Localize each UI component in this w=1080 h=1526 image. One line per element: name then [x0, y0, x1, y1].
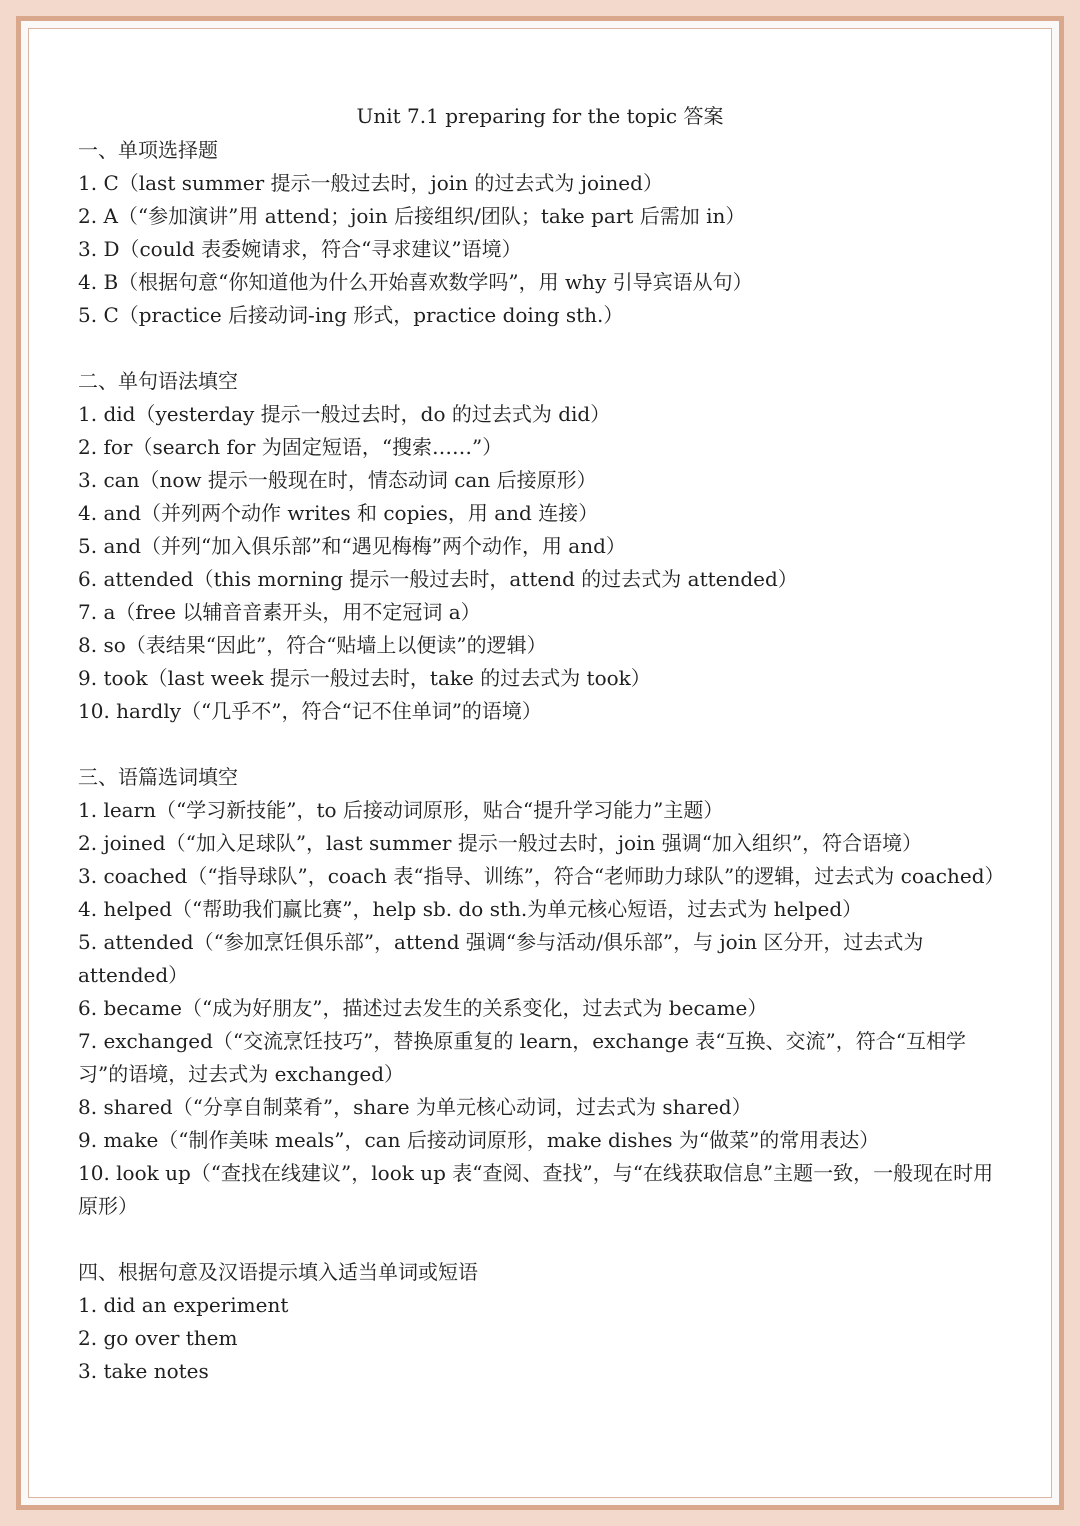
- answer-item: 8. so（表结果“因此”，符合“贴墙上以便读”的逻辑）: [78, 633, 547, 657]
- answer-item: 2. go over them: [78, 1326, 238, 1350]
- section-heading: 二、单句语法填空: [78, 369, 238, 393]
- answer-item: 3. D（could 表委婉请求，符合“寻求建议”语境）: [78, 237, 522, 261]
- answer-item: 1. C（last summer 提示一般过去时，join 的过去式为 joined）: [78, 171, 663, 195]
- section-heading: 一、单项选择题: [78, 138, 218, 162]
- answer-item: 8. shared（“分享自制菜肴”，share 为单元核心动词，过去式为 shared）: [78, 1095, 752, 1119]
- answer-list: [78, 1289, 998, 1388]
- answer-item: 7. exchanged（“交流烹饪技巧”，替换原重复的 learn，exchange 表“互换、交流”，符合“互相学习”的语境，过去式为 exchanged）: [78, 1029, 966, 1086]
- answer-item: 3. take notes: [78, 1359, 209, 1383]
- answer-item: 1. learn（“学习新技能”，to 后接动词原形，贴合“提升学习能力”主题）: [78, 798, 724, 822]
- answer-item: 2. for（search for 为固定短语，“搜索……”）: [78, 435, 503, 459]
- answer-list: [78, 398, 998, 728]
- answer-item: 4. B（根据句意“你知道他为什么开始喜欢数学吗”，用 why 引导宾语从句）: [78, 270, 753, 294]
- answer-sheet: [78, 98, 1005, 1388]
- answer-item: 4. and（并列两个动作 writes 和 copies，用 and 连接）: [78, 501, 599, 525]
- section-grammar-fill: [78, 365, 998, 728]
- answer-list: [78, 167, 998, 332]
- answer-list: [78, 794, 1005, 1223]
- section-word-fill: [78, 1256, 998, 1388]
- answer-item: 2. A（“参加演讲”用 attend；join 后接组织/团队；take part 后需加 in）: [78, 204, 746, 228]
- answer-item: 5. C（practice 后接动词-ing 形式，practice doing sth.）: [78, 303, 624, 327]
- answer-item: 5. and（并列“加入俱乐部”和“遇见梅梅”两个动作，用 and）: [78, 534, 626, 558]
- answer-item: 5. attended（“参加烹饪俱乐部”，attend 强调“参与活动/俱乐部”，与 join 区分开，过去式为 attended）: [78, 930, 924, 987]
- answer-item: 1. did（yesterday 提示一般过去时，do 的过去式为 did）: [78, 402, 611, 426]
- section-multiple-choice: [78, 134, 998, 332]
- answer-item: 2. joined（“加入足球队”，last summer 提示一般过去时，join 强调“加入组织”，符合语境）: [78, 831, 923, 855]
- answer-item: 6. became（“成为好朋友”，描述过去发生的关系变化，过去式为 became）: [78, 996, 768, 1020]
- answer-item: 4. helped（“帮助我们赢比赛”，help sb. do sth.为单元核心短语，过去式为 helped）: [78, 897, 863, 921]
- answer-item: 6. attended（this morning 提示一般过去时，attend 的过去式为 attended）: [78, 567, 798, 591]
- answer-item: 7. a（free 以辅音音素开头，用不定冠词 a）: [78, 600, 481, 624]
- answer-item: 10. look up（“查找在线建议”，look up 表“查阅、查找”，与“在线获取信息”主题一致，一般现在时用原形）: [78, 1161, 994, 1218]
- section-heading: 四、根据句意及汉语提示填入适当单词或短语: [78, 1260, 478, 1284]
- answer-item: 10. hardly（“几乎不”，符合“记不住单词”的语境）: [78, 699, 542, 723]
- answer-item: 3. can（now 提示一般现在时，情态动词 can 后接原形）: [78, 468, 597, 492]
- page-title: Unit 7.1 preparing for the topic 答案: [356, 104, 724, 128]
- answer-item: 1. did an experiment: [78, 1293, 289, 1317]
- answer-item: 9. took（last week 提示一般过去时，take 的过去式为 took）: [78, 666, 651, 690]
- section-passage-fill: [78, 761, 1005, 1223]
- answer-item: 3. coached（“指导球队”，coach 表“指导、训练”，符合“老师助力球队”的逻辑，过去式为 coached）: [78, 864, 1005, 888]
- answer-item: 9. make（“制作美味 meals”，can 后接动词原形，make dishes 为“做菜”的常用表达）: [78, 1128, 880, 1152]
- section-heading: 三、语篇选词填空: [78, 765, 238, 789]
